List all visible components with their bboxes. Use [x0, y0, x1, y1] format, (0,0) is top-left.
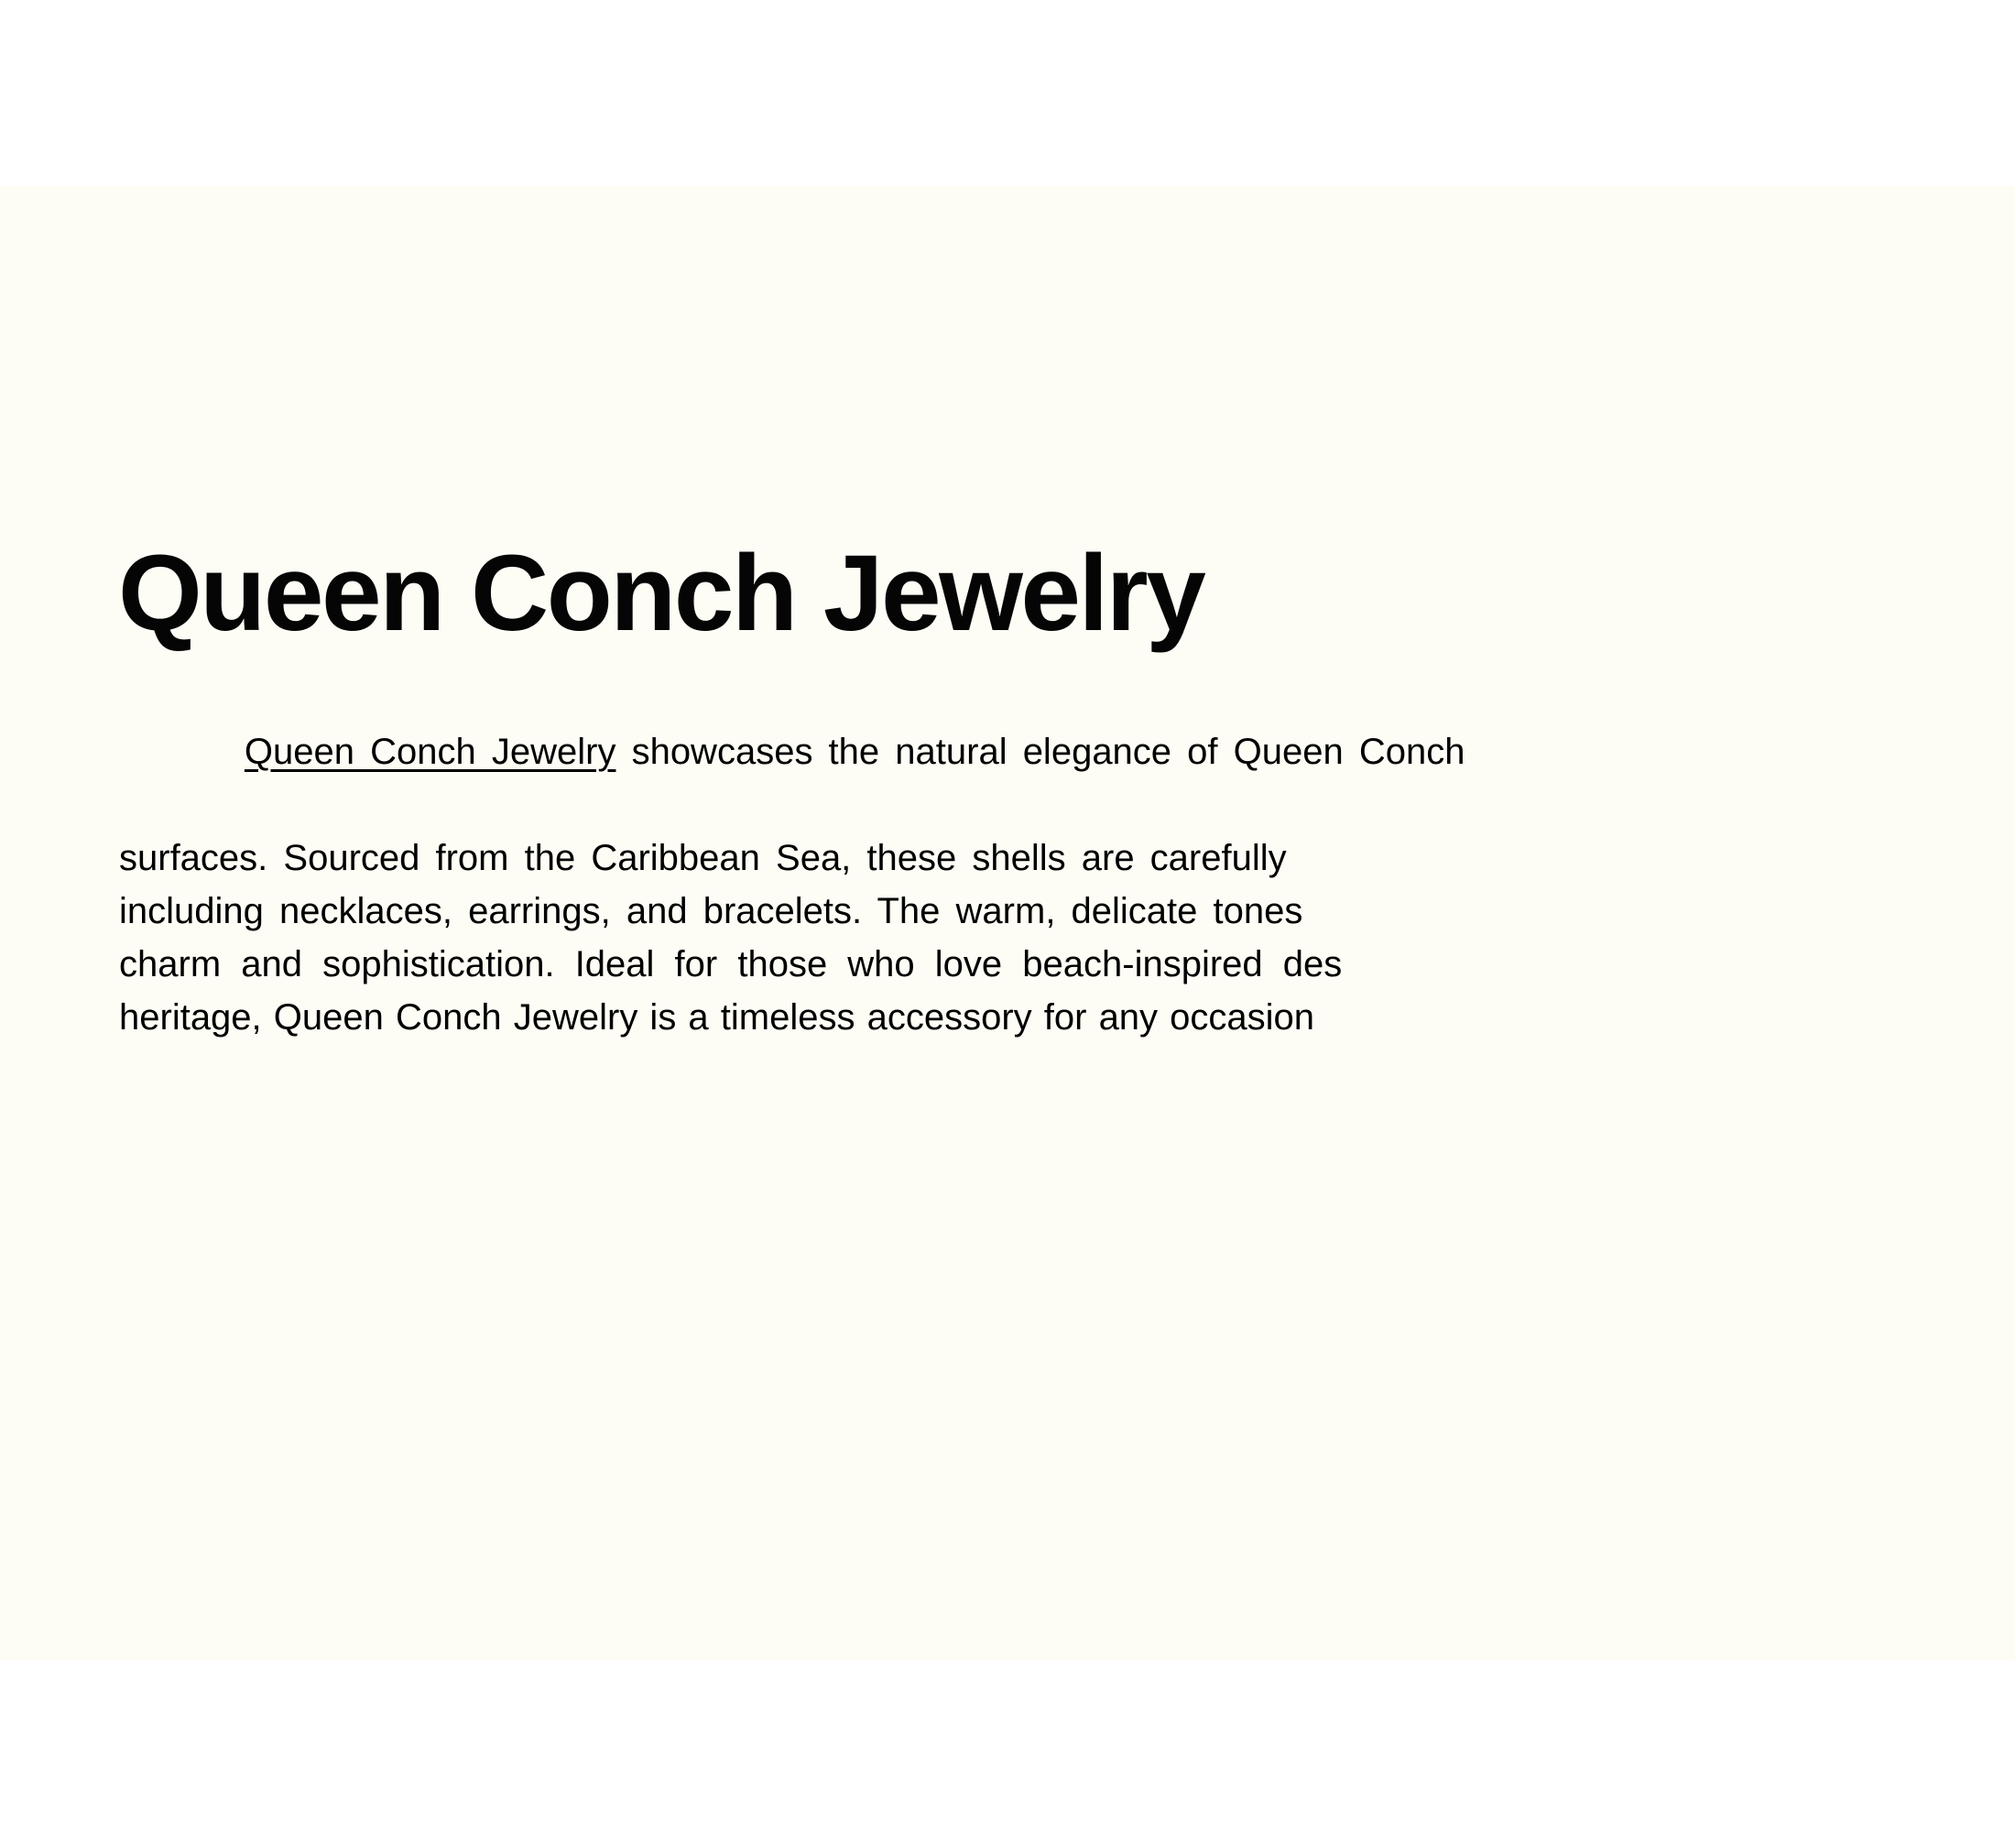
- document-page: [0, 186, 2015, 1660]
- paragraph-line: [119, 672, 1465, 832]
- paragraph-line: heritage, Queen Conch Jewelry is a timeless accessory for any occasion: [119, 997, 1315, 1038]
- paragraph-line: charm and sophistication. Ideal for those who love beach-inspired des: [119, 944, 1343, 984]
- paragraph-line: surfaces. Sourced from the Caribbean Sea, these shells are carefully: [119, 838, 1287, 878]
- paragraph-line: including necklaces, earrings, and bracelets. The warm, delicate tones: [119, 891, 1303, 931]
- body-paragraph: [119, 672, 1465, 1044]
- line-text: showcases the natural elegance of Queen Conch: [615, 732, 1465, 772]
- queen-conch-jewelry-link[interactable]: Queen Conch Jewelry: [244, 732, 616, 772]
- page-title: Queen Conch Jewelry: [118, 533, 1204, 655]
